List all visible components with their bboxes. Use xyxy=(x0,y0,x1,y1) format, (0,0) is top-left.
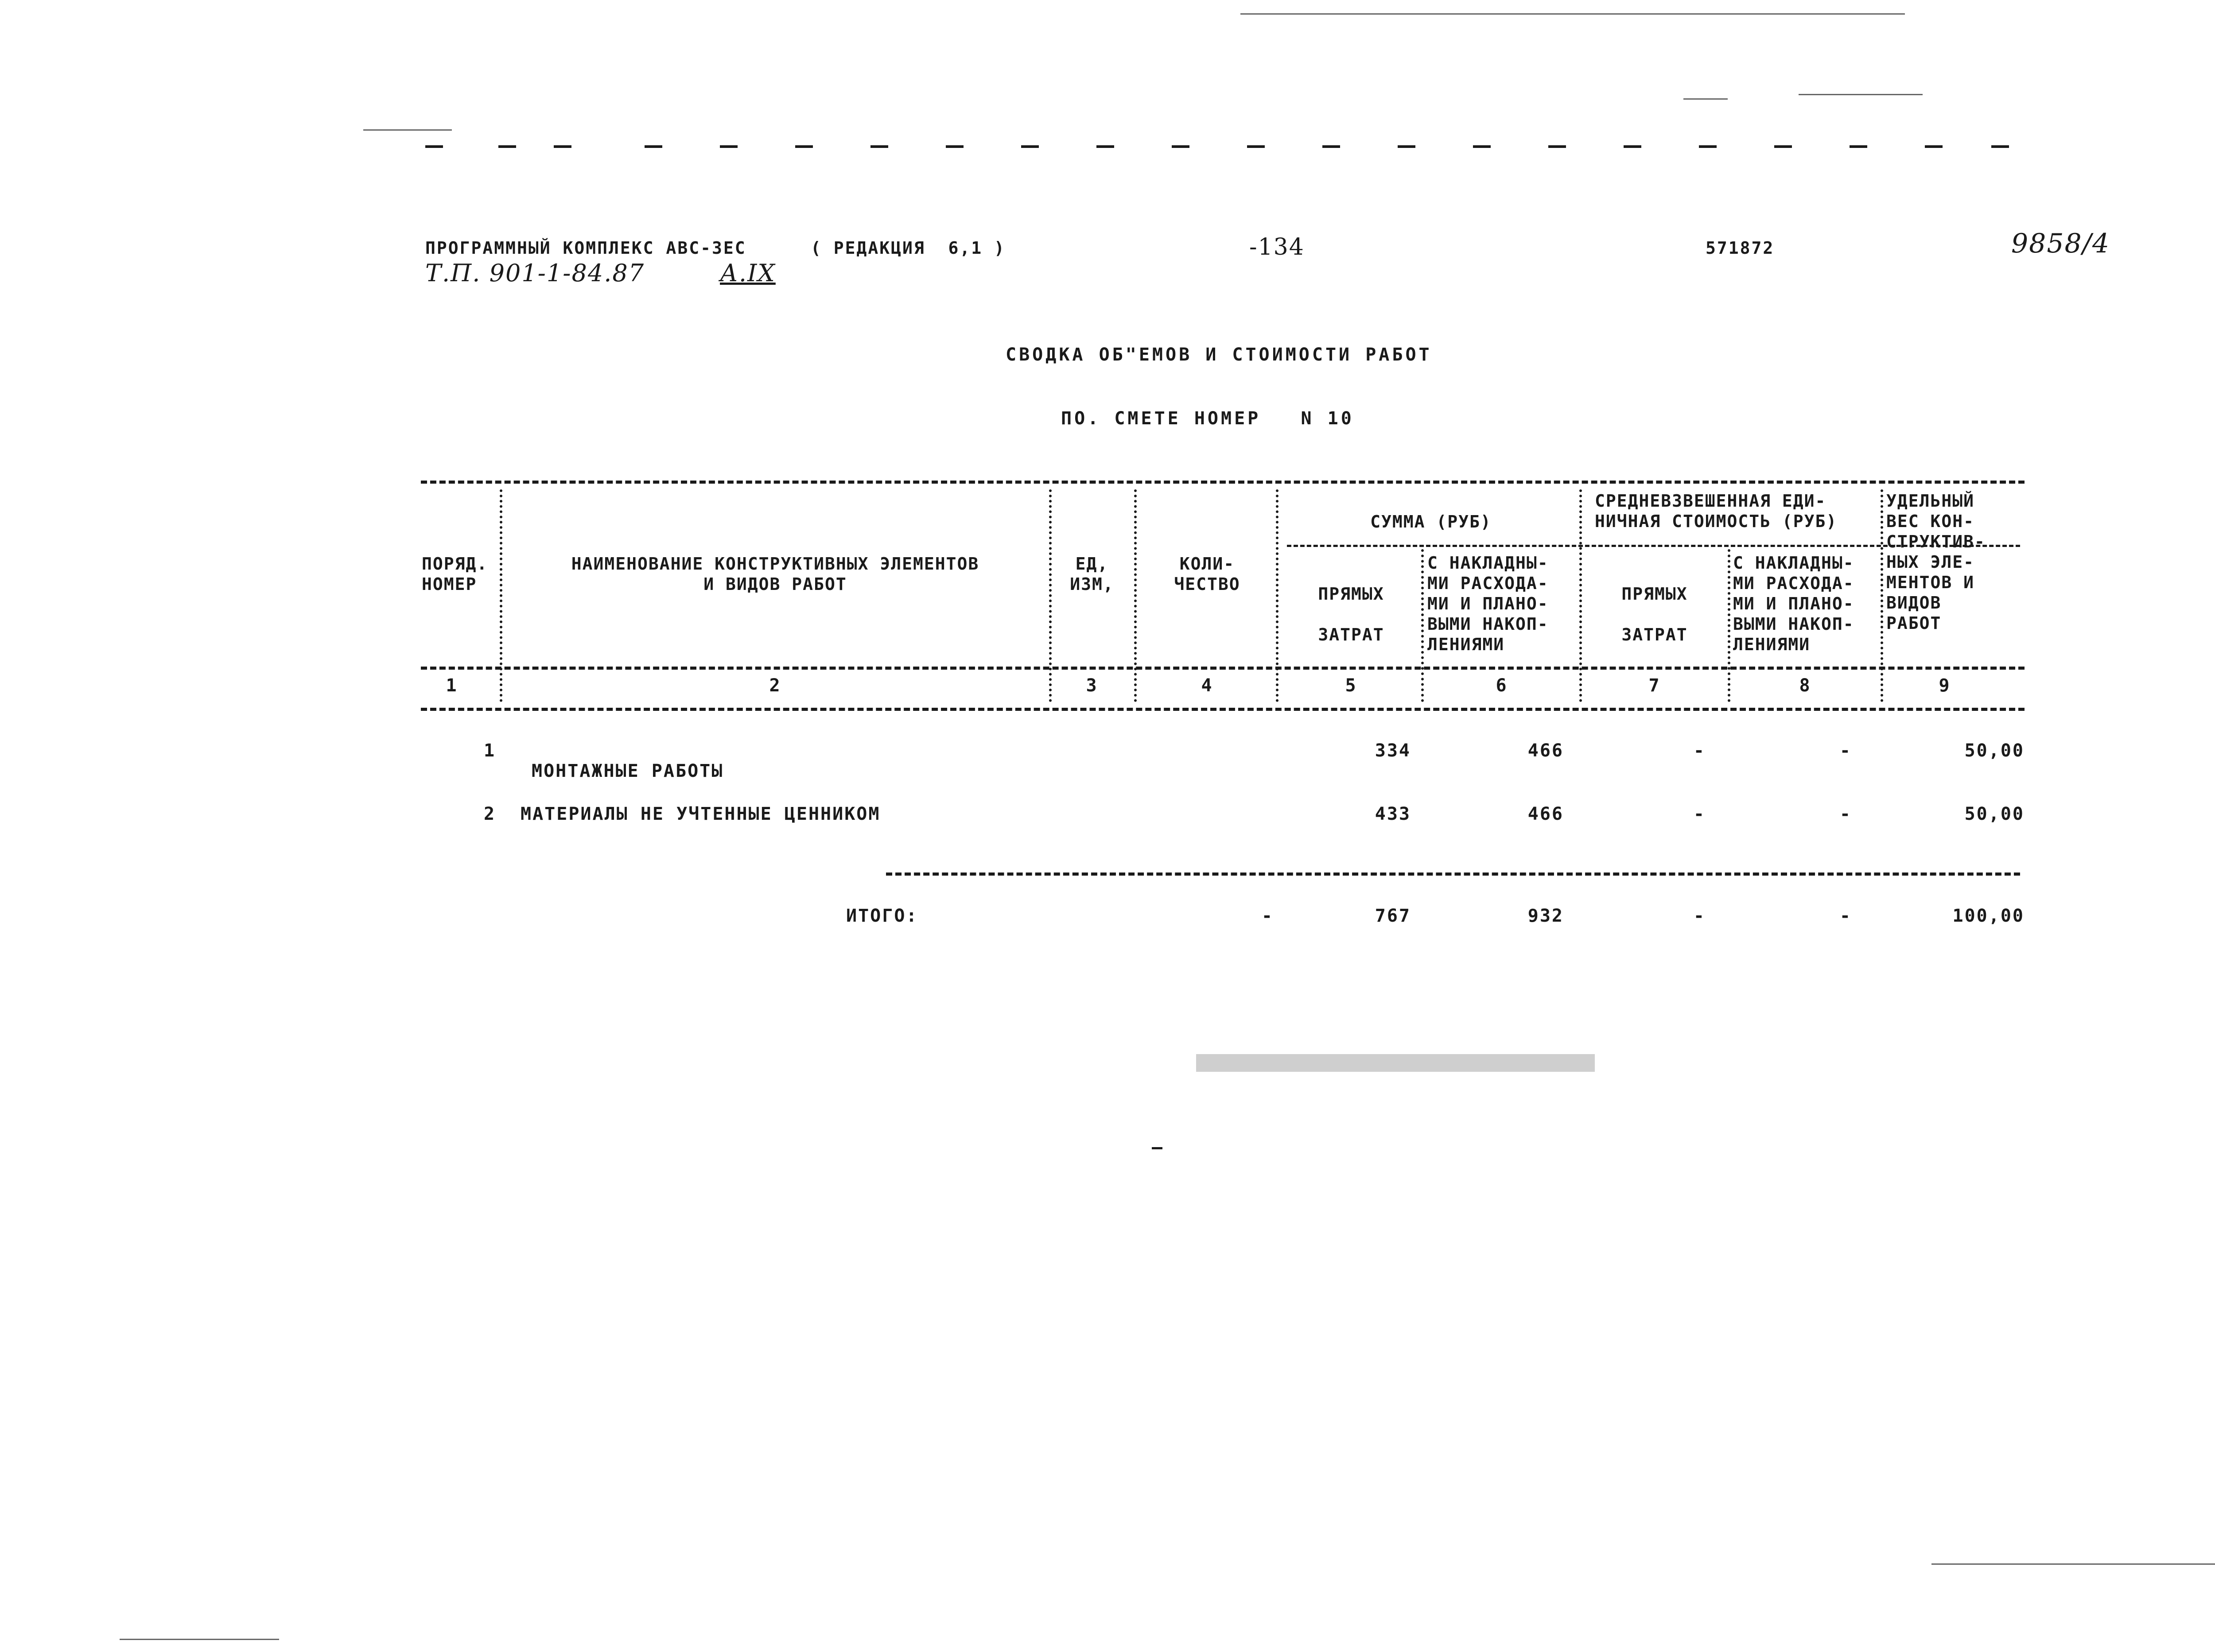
header-bottom-rule xyxy=(421,667,2025,670)
scan-artifact-top xyxy=(1240,13,1905,15)
column-number: 6 xyxy=(1496,675,1508,696)
row-overhead-cost: 466 xyxy=(1527,741,1564,761)
column-number: 7 xyxy=(1648,675,1661,696)
scan-artifact xyxy=(120,1639,279,1640)
row-avg-overhead: - xyxy=(1839,804,1852,824)
program-name: ПРОГРАММНЫЙ КОМПЛЕКС АВС-3ЕС xyxy=(425,238,746,258)
column-separator xyxy=(1421,549,1424,702)
page-subtitle: ПО. СМЕТЕ НОМЕР N 10 xyxy=(1061,408,1354,429)
header-avg-group: СРЕДНЕВЗВЕШЕННАЯ ЕДИ- НИЧНАЯ СТОИМОСТЬ (РУБ) xyxy=(1595,491,1838,531)
column-number: 9 xyxy=(1939,675,1951,696)
header-sum-overhead: С НАКЛАДНЫ- МИ РАСХОДА- МИ И ПЛАНО- ВЫМИ НАКОП- ЛЕНИЯМИ xyxy=(1427,553,1549,654)
header-avg-overhead: С НАКЛАДНЫ- МИ РАСХОДА- МИ И ПЛАНО- ВЫМИ НАКОП- ЛЕНИЯМИ xyxy=(1733,553,1854,654)
row-overhead-cost: 466 xyxy=(1527,804,1564,824)
total-share: 100,00 xyxy=(1952,906,2025,926)
header-order: ПОРЯД. НОМЕР xyxy=(422,554,488,594)
scan-artifact xyxy=(363,129,452,131)
total-avg-direct: - xyxy=(1693,906,1706,926)
total-quantity: - xyxy=(1261,906,1274,926)
column-separator xyxy=(1049,489,1052,702)
header-sum-group: СУММА (РУБ) xyxy=(1370,512,1492,531)
document-code: 571872 xyxy=(1706,238,1775,258)
edition: ( РЕДАКЦИЯ 6,1 ) xyxy=(811,238,1006,258)
table-top-rule xyxy=(421,481,2025,484)
column-number: 4 xyxy=(1201,675,1213,696)
column-numbers-rule xyxy=(421,708,2025,711)
header-quantity: КОЛИ- ЧЕСТВО xyxy=(1174,554,1240,594)
column-separator xyxy=(1276,489,1278,702)
column-separator xyxy=(1134,489,1137,702)
header-unit: ЕД, ИЗМ, xyxy=(1070,554,1114,594)
row-direct-cost: 334 xyxy=(1375,741,1411,761)
scan-artifact xyxy=(1931,1563,2215,1565)
row-avg-direct: - xyxy=(1693,804,1706,824)
header-share: УДЕЛЬНЫЙ ВЕС КОН- СТРУКТИВ- НЫХ ЭЛЕ- МЕНТОВ И ВИДОВ РАБОТ xyxy=(1886,491,1986,633)
scan-artifact xyxy=(1799,94,1923,95)
page-number: -134 xyxy=(1249,234,1305,260)
total-overhead-cost: 932 xyxy=(1527,906,1564,926)
column-separator xyxy=(1728,549,1730,702)
header-name: НАИМЕНОВАНИЕ КОНСТРУКТИВНЫХ ЭЛЕМЕНТОВ И ВИДОВ РАБОТ xyxy=(571,554,979,594)
handwritten-album: А.IX xyxy=(720,259,776,287)
handwritten-doc-number: Т.П. 901-1-84.87 xyxy=(425,259,645,287)
scan-artifact xyxy=(1152,1147,1162,1149)
column-separator xyxy=(1579,489,1582,702)
scan-noise xyxy=(1196,1054,1595,1072)
header-avg-direct: ПРЯМЫХ ЗАТРАТ xyxy=(1621,584,1688,644)
row-number: 2 xyxy=(484,804,496,824)
column-separator xyxy=(500,489,502,702)
row-share: 50,00 xyxy=(1964,741,2025,761)
total-label: ИТОГО: xyxy=(846,906,918,926)
column-number: 3 xyxy=(1086,675,1098,696)
page-title: СВОДКА ОБ"ЕМОВ И СТОИМОСТИ РАБОТ xyxy=(1006,345,1432,365)
total-rule xyxy=(886,873,2020,876)
scan-artifact xyxy=(1683,98,1728,100)
total-direct-cost: 767 xyxy=(1375,906,1411,926)
total-avg-overhead: - xyxy=(1839,906,1852,926)
column-number: 2 xyxy=(769,675,781,696)
column-separator xyxy=(1881,489,1883,702)
row-name: МОНТАЖНЫЕ РАБОТЫ xyxy=(532,761,724,781)
row-avg-direct: - xyxy=(1693,741,1706,761)
row-direct-cost: 433 xyxy=(1375,804,1411,824)
row-share: 50,00 xyxy=(1964,804,2025,824)
handwritten-reference: 9858/4 xyxy=(2011,228,2110,259)
column-number: 8 xyxy=(1799,675,1811,696)
header-sum-direct: ПРЯМЫХ ЗАТРАТ xyxy=(1318,584,1384,644)
row-avg-overhead: - xyxy=(1839,741,1852,761)
column-number: 1 xyxy=(446,675,458,696)
row-number: 1 xyxy=(484,741,496,761)
row-name: МАТЕРИАЛЫ НЕ УЧТЕННЫЕ ЦЕННИКОМ xyxy=(521,804,881,824)
column-number: 5 xyxy=(1345,675,1357,696)
